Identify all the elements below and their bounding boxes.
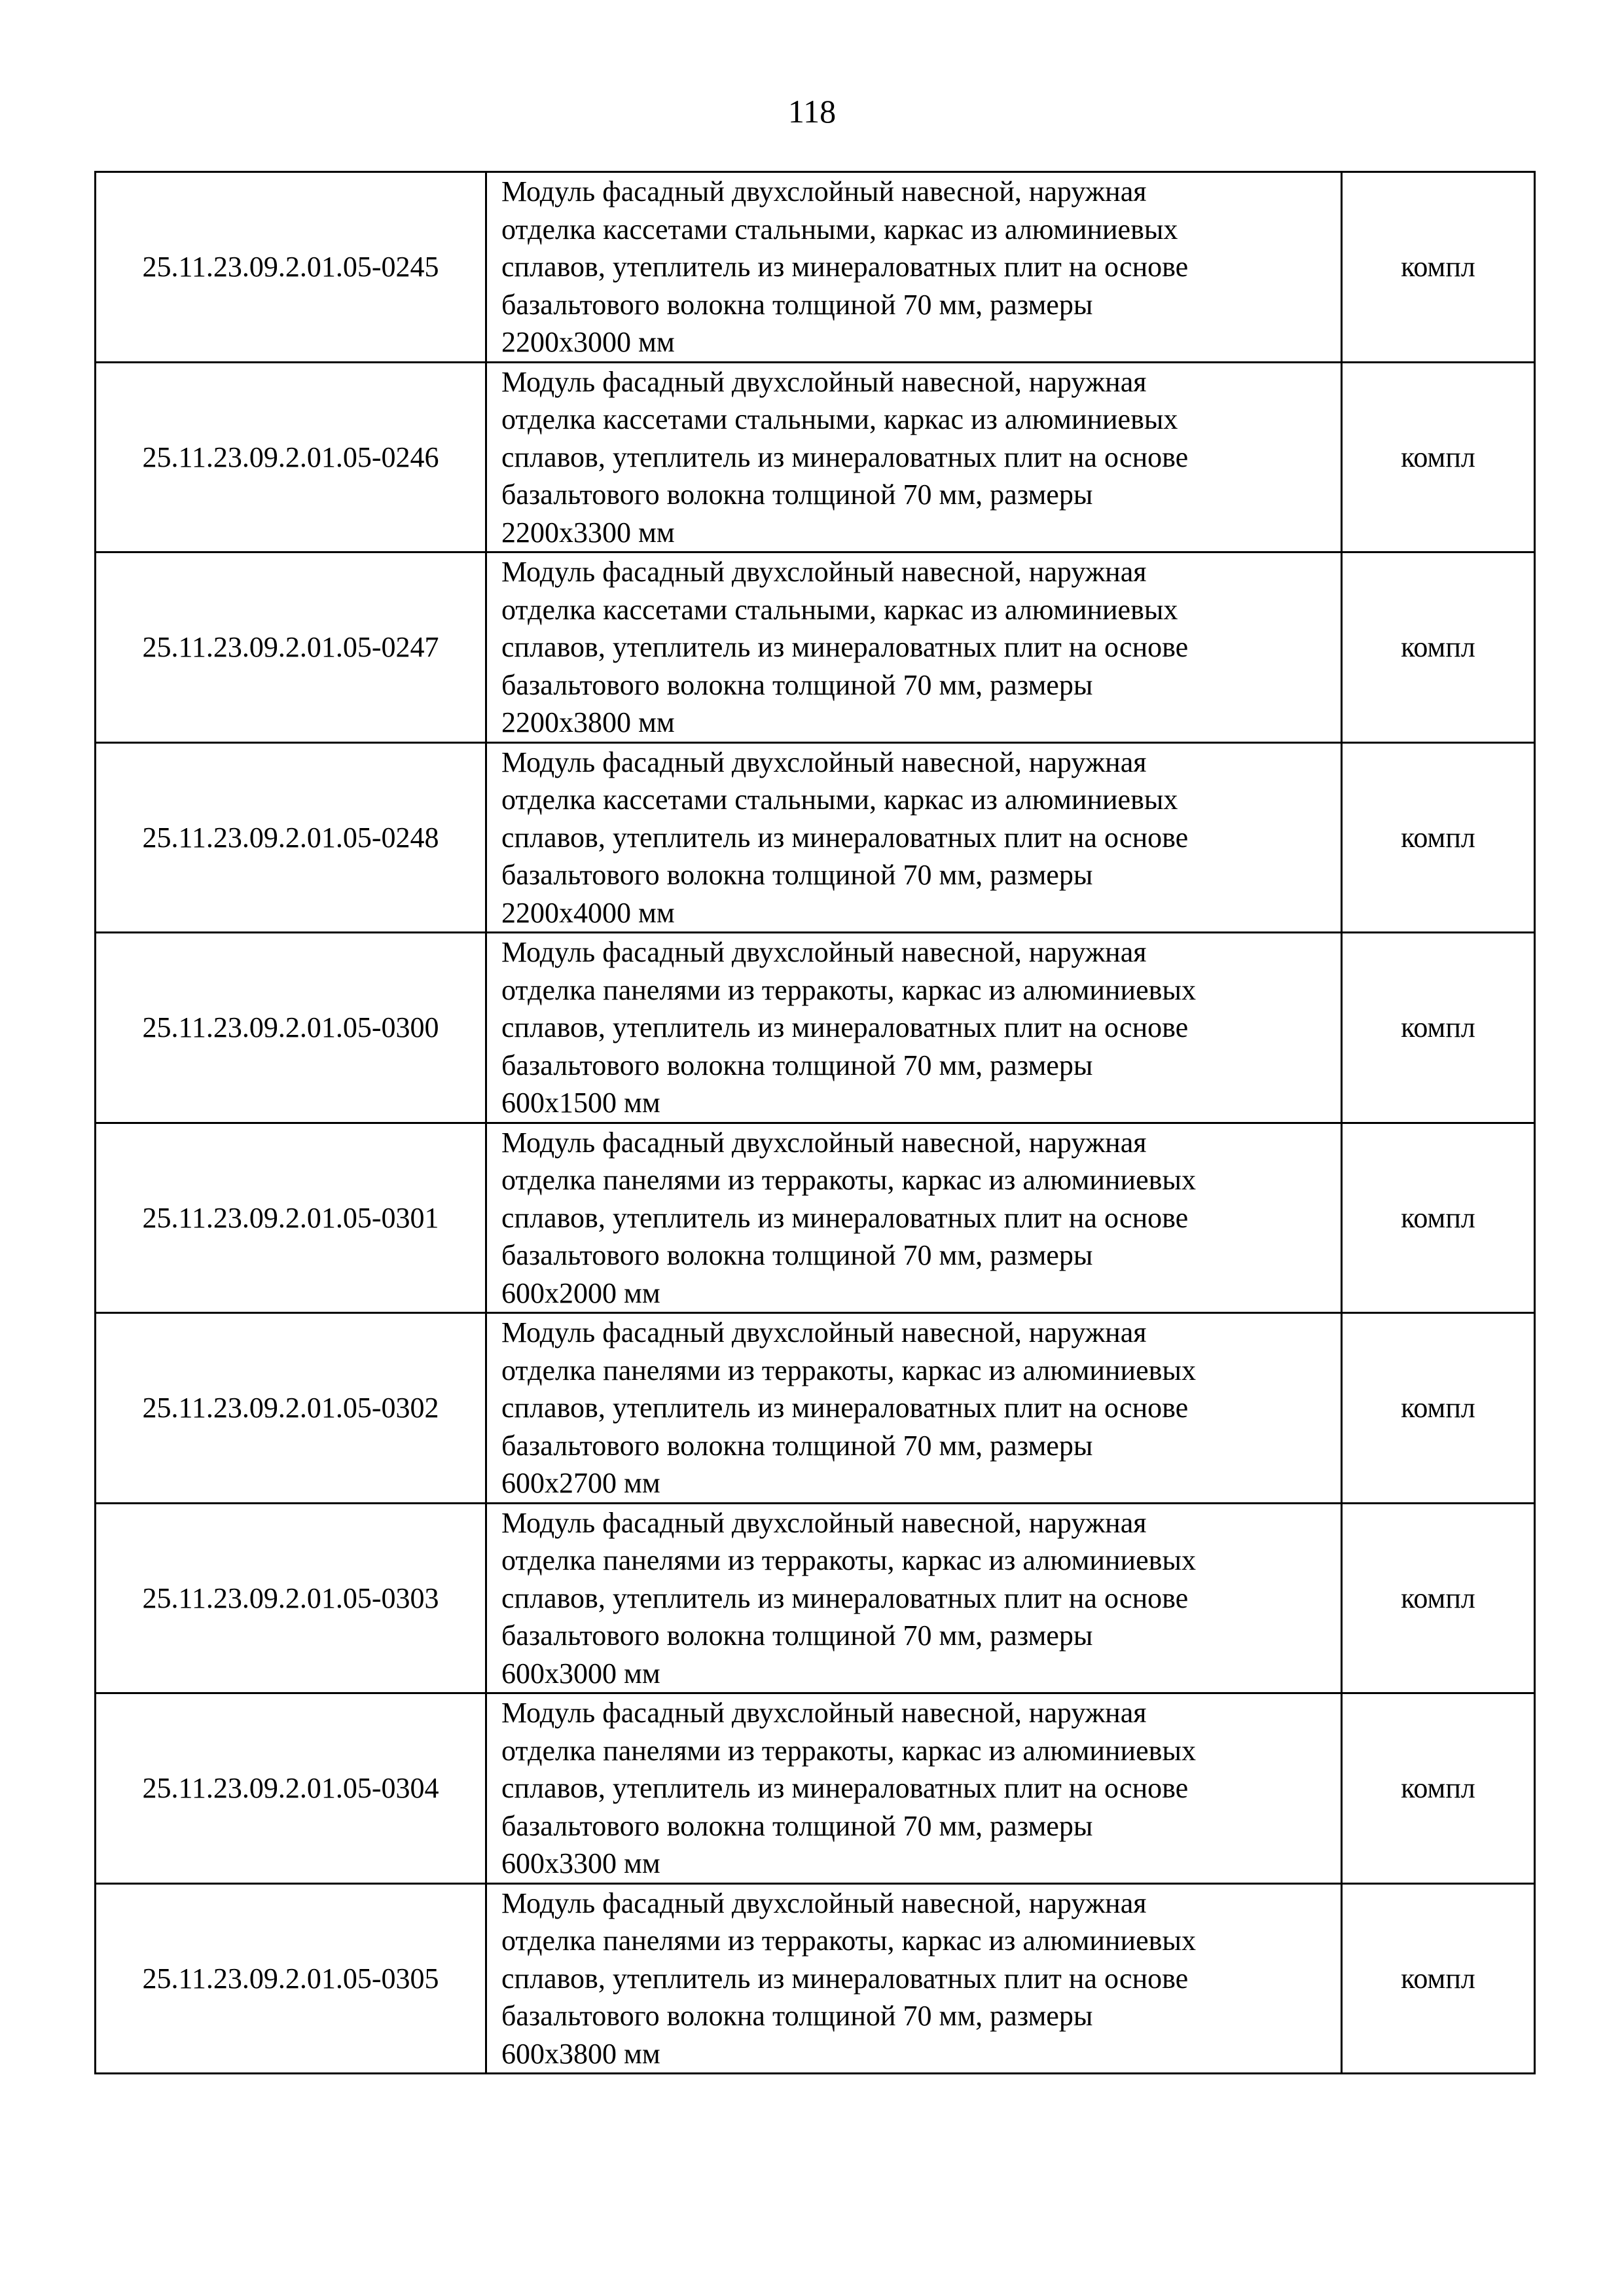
- resource-code: 25.11.23.09.2.01.05-0305: [96, 1883, 486, 2074]
- description-line: отделка кассетами стальными, каркас из алюминиевых: [501, 213, 1178, 245]
- description-line: 2200x3300 мм: [501, 516, 675, 549]
- description-line: базальтового волокна толщиной 70 мм, размеры: [501, 1429, 1093, 1462]
- table-row: [96, 933, 1535, 1123]
- description-line: отделка кассетами стальными, каркас из алюминиевых: [501, 593, 1178, 626]
- description-line: сплавов, утеплитель из минераловатных плит на основе: [501, 1962, 1189, 1995]
- unit-of-measure: компл: [1342, 362, 1535, 552]
- table-row: [96, 172, 1535, 363]
- unit-of-measure: компл: [1342, 1693, 1535, 1884]
- description-line: Модуль фасадный двухслойный навесной, наружная: [501, 746, 1147, 778]
- unit-of-measure: компл: [1342, 1123, 1535, 1313]
- unit-of-measure: компл: [1342, 933, 1535, 1123]
- table-row: [96, 1123, 1535, 1313]
- table-row: [96, 1883, 1535, 2074]
- description-line: сплавов, утеплитель из минераловатных плит на основе: [501, 251, 1189, 283]
- description-line: 600x2000 мм: [501, 1276, 660, 1309]
- resource-description: [486, 1123, 1342, 1313]
- table-body: [96, 172, 1535, 2074]
- description-line: 600x3300 мм: [501, 1847, 660, 1879]
- description-line: отделка панелями из терракоты, каркас из алюминиевых: [501, 1354, 1196, 1386]
- description-line: отделка панелями из терракоты, каркас из алюминиевых: [501, 1734, 1196, 1767]
- description-line: отделка кассетами стальными, каркас из алюминиевых: [501, 784, 1178, 816]
- description-line: 600x3000 мм: [501, 1657, 660, 1690]
- description-line: сплавов, утеплитель из минераловатных плит на основе: [501, 441, 1189, 473]
- table-row: [96, 362, 1535, 552]
- unit-of-measure: компл: [1342, 1883, 1535, 2074]
- description-line: базальтового волокна толщиной 70 мм, размеры: [501, 668, 1093, 701]
- resource-code: 25.11.23.09.2.01.05-0247: [96, 552, 486, 743]
- description-line: 600x3800 мм: [501, 2037, 660, 2070]
- unit-of-measure: компл: [1342, 1503, 1535, 1693]
- description-line: сплавов, утеплитель из минераловатных плит на основе: [501, 1011, 1189, 1043]
- resource-code: 25.11.23.09.2.01.05-0246: [96, 362, 486, 552]
- description-line: Модуль фасадный двухслойный навесной, наружная: [501, 1126, 1147, 1159]
- description-line: Модуль фасадный двухслойный навесной, наружная: [501, 1316, 1147, 1348]
- unit-of-measure: компл: [1342, 742, 1535, 933]
- resource-description: [486, 1693, 1342, 1884]
- resource-description: [486, 552, 1342, 743]
- resource-description: [486, 1503, 1342, 1693]
- table-row: [96, 1313, 1535, 1504]
- description-line: сплавов, утеплитель из минераловатных плит на основе: [501, 1772, 1189, 1804]
- description-line: базальтового волокна толщиной 70 мм, размеры: [501, 2000, 1093, 2032]
- table-row: [96, 1693, 1535, 1884]
- resource-description: [486, 362, 1342, 552]
- description-line: сплавов, утеплитель из минераловатных плит на основе: [501, 821, 1189, 854]
- description-line: базальтового волокна толщиной 70 мм, размеры: [501, 1619, 1093, 1652]
- page-number: 118: [787, 93, 837, 130]
- description-line: 2200x3800 мм: [501, 706, 675, 738]
- resource-code: 25.11.23.09.2.01.05-0303: [96, 1503, 486, 1693]
- description-line: отделка панелями из терракоты, каркас из алюминиевых: [501, 1544, 1196, 1576]
- resource-description: [486, 1313, 1342, 1504]
- resource-description: [486, 933, 1342, 1123]
- description-line: 600x2700 мм: [501, 1467, 660, 1499]
- description-line: 2200x4000 мм: [501, 896, 675, 929]
- unit-of-measure: компл: [1342, 552, 1535, 743]
- description-line: базальтового волокна толщиной 70 мм, размеры: [501, 1239, 1093, 1271]
- resource-description: [486, 1883, 1342, 2074]
- resource-table: [94, 171, 1536, 2074]
- description-line: Модуль фасадный двухслойный навесной, наружная: [501, 1887, 1147, 1919]
- resource-code: 25.11.23.09.2.01.05-0245: [96, 172, 486, 363]
- unit-of-measure: компл: [1342, 172, 1535, 363]
- description-line: сплавов, утеплитель из минераловатных плит на основе: [501, 1392, 1189, 1424]
- description-line: сплавов, утеплитель из минераловатных плит на основе: [501, 1581, 1189, 1614]
- description-line: сплавов, утеплитель из минераловатных плит на основе: [501, 631, 1189, 663]
- description-line: сплавов, утеплитель из минераловатных плит на основе: [501, 1201, 1189, 1234]
- table-row: [96, 742, 1535, 933]
- unit-of-measure: компл: [1342, 1313, 1535, 1504]
- description-line: Модуль фасадный двухслойный навесной, наружная: [501, 175, 1147, 208]
- description-line: 2200x3000 мм: [501, 326, 675, 358]
- resource-code: 25.11.23.09.2.01.05-0300: [96, 933, 486, 1123]
- resource-code: 25.11.23.09.2.01.05-0301: [96, 1123, 486, 1313]
- description-line: отделка кассетами стальными, каркас из алюминиевых: [501, 403, 1178, 435]
- description-line: отделка панелями из терракоты, каркас из алюминиевых: [501, 1164, 1196, 1196]
- description-line: отделка панелями из терракоты, каркас из алюминиевых: [501, 973, 1196, 1006]
- resource-description: [486, 742, 1342, 933]
- description-line: Модуль фасадный двухслойный навесной, наружная: [501, 936, 1147, 968]
- resource-code: 25.11.23.09.2.01.05-0248: [96, 742, 486, 933]
- description-line: Модуль фасадный двухслойный навесной, наружная: [501, 365, 1147, 398]
- description-line: базальтового волокна толщиной 70 мм, размеры: [501, 1809, 1093, 1842]
- description-line: отделка панелями из терракоты, каркас из алюминиевых: [501, 1925, 1196, 1957]
- description-line: Модуль фасадный двухслойный навесной, наружная: [501, 1697, 1147, 1729]
- description-line: базальтового волокна толщиной 70 мм, размеры: [501, 479, 1093, 511]
- table-row: [96, 552, 1535, 743]
- description-line: базальтового волокна толщиной 70 мм, размеры: [501, 859, 1093, 891]
- description-line: базальтового волокна толщиной 70 мм, размеры: [501, 288, 1093, 321]
- table-row: [96, 1503, 1535, 1693]
- description-line: Модуль фасадный двухслойный навесной, наружная: [501, 556, 1147, 588]
- description-line: Модуль фасадный двухслойный навесной, наружная: [501, 1506, 1147, 1539]
- resource-code: 25.11.23.09.2.01.05-0304: [96, 1693, 486, 1884]
- description-line: 600x1500 мм: [501, 1087, 660, 1119]
- resource-description: [486, 172, 1342, 363]
- description-line: базальтового волокна толщиной 70 мм, размеры: [501, 1049, 1093, 1081]
- resource-code: 25.11.23.09.2.01.05-0302: [96, 1313, 486, 1504]
